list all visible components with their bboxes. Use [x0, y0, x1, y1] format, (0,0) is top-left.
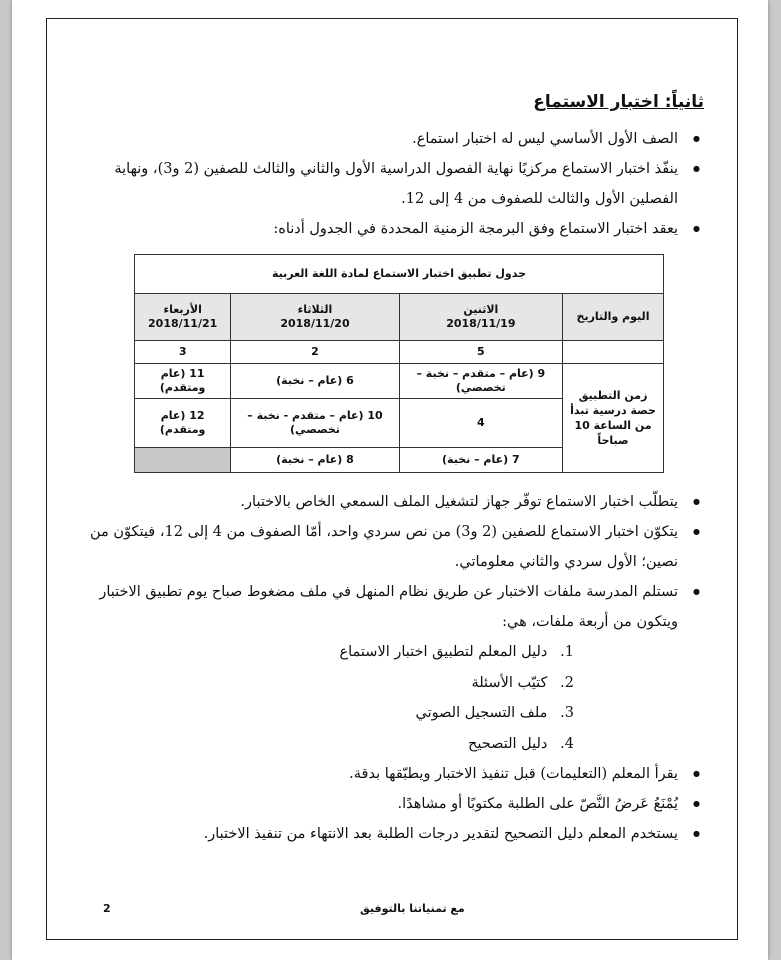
item-number: 2. [560, 674, 574, 691]
list-item: ● يتكوّن اختبار الاستماع للصفين (2 و3) من نص سردي واحد، أمّا الصفوف من 4 إلى 12، فيتكوّن من نصين؛ الأول سردي والثاني معلوماتي. [64, 517, 704, 577]
item-text: ملف التسجيل الصوتي [415, 705, 548, 721]
table-cell: 3 [135, 341, 231, 364]
time-side-label: زمن التطبيق حصة درسية تبدأ من الساعة 10 صباحاً [563, 364, 664, 473]
footer-motto: مع تمنياتنا بالتوفيق [360, 902, 465, 915]
list-item: ● يعقد اختبار الاستماع وفق البرمجة الزمنية المحددة في الجدول أدناه: [64, 214, 704, 244]
list-item: ● يُمْنَعُ عَرضُ النَّصّ على الطلبة مكتوبًا أو مشاهدًا. [64, 789, 704, 819]
files-list [64, 637, 704, 759]
list-item [64, 668, 704, 699]
column-header [135, 294, 231, 341]
page-number: 2 [103, 902, 111, 915]
item-text: دليل التصحيح [468, 735, 548, 752]
table-cell: 12 (عام ومتقدم) [135, 399, 231, 448]
document-page [12, 0, 768, 960]
table-row [135, 364, 664, 399]
intro-bullets [64, 124, 704, 244]
table-cell: 5 [399, 341, 562, 364]
table-cell: 11 (عام ومتقدم) [135, 364, 231, 399]
day-date-label: اليوم والتاريخ [563, 294, 664, 341]
table-row [135, 341, 664, 364]
item-text: دليل المعلم لتطبيق اختبار الاستماع [339, 644, 548, 660]
list-item: ● يقرأ المعلم (التعليمات) قبل تنفيذ الاختبار ويطبّقها بدقة. [64, 759, 704, 789]
list-item: ● يتطلّب اختبار الاستماع توفّر جهاز لتشغيل الملف السمعي الخاص بالاختبار. [64, 487, 704, 517]
table-cell: 2 [231, 341, 399, 364]
list-item: ● يستخدم المعلم دليل التصحيح لتقدير درجات الطلبة بعد الانتهاء من تنفيذ الاختبار. [64, 819, 704, 849]
column-header [231, 294, 399, 341]
list-item [64, 698, 704, 729]
column-day: الثلاثاء [297, 303, 333, 316]
page-content [64, 92, 704, 849]
table-cell: 8 (عام – نخبة) [231, 448, 399, 473]
item-number: 4. [560, 735, 574, 752]
closing-bullets [64, 759, 704, 849]
item-number: 1. [560, 644, 574, 660]
column-day: الأربعاء [163, 303, 202, 316]
table-cell: 7 (عام – نخبة) [399, 448, 562, 473]
table-title: جدول تطبيق اختبار الاستماع لمادة اللغة العربية [135, 255, 664, 294]
list-item: ● الصف الأول الأساسي ليس له اختبار استماع. [64, 124, 704, 154]
schedule-table [134, 254, 664, 473]
item-number: 3. [560, 705, 574, 721]
list-item [64, 729, 704, 760]
list-item [64, 637, 704, 668]
column-date: 2018/11/21 [148, 317, 218, 330]
table-cell: 6 (عام – نخبة) [231, 364, 399, 399]
table-header-row [135, 294, 664, 341]
column-day: الاثنين [463, 303, 499, 316]
column-date: 2018/11/19 [446, 317, 516, 330]
table-cell: 10 (عام – متقدم - نخبة – تخصصي) [231, 399, 399, 448]
item-text: كتيّب الأسئلة [471, 674, 548, 691]
table-cell: 9 (عام – متقدم – نخبة – تخصصي) [399, 364, 562, 399]
table-cell [563, 341, 664, 364]
column-date: 2018/11/20 [280, 317, 350, 330]
section-title: ثانياً: اختبار الاستماع [533, 92, 704, 112]
list-item: ● تستلم المدرسة ملفات الاختبار عن طريق نظام المنهل في ملف مضغوط صباح يوم تطبيق الاختبار ويتكون من أربعة ملفات، هي: [64, 577, 704, 637]
list-item: ● ينفّذ اختبار الاستماع مركزيًا نهاية الفصول الدراسية الأول والثاني والثالث للصفين (2 و3)، ونهاية الفصلين الأول والثالث للصفوف من 4 إلى 12. [64, 154, 704, 214]
table-cell-empty [135, 448, 231, 473]
table-cell: 4 [399, 399, 562, 448]
mid-bullets [64, 487, 704, 637]
column-header [399, 294, 562, 341]
